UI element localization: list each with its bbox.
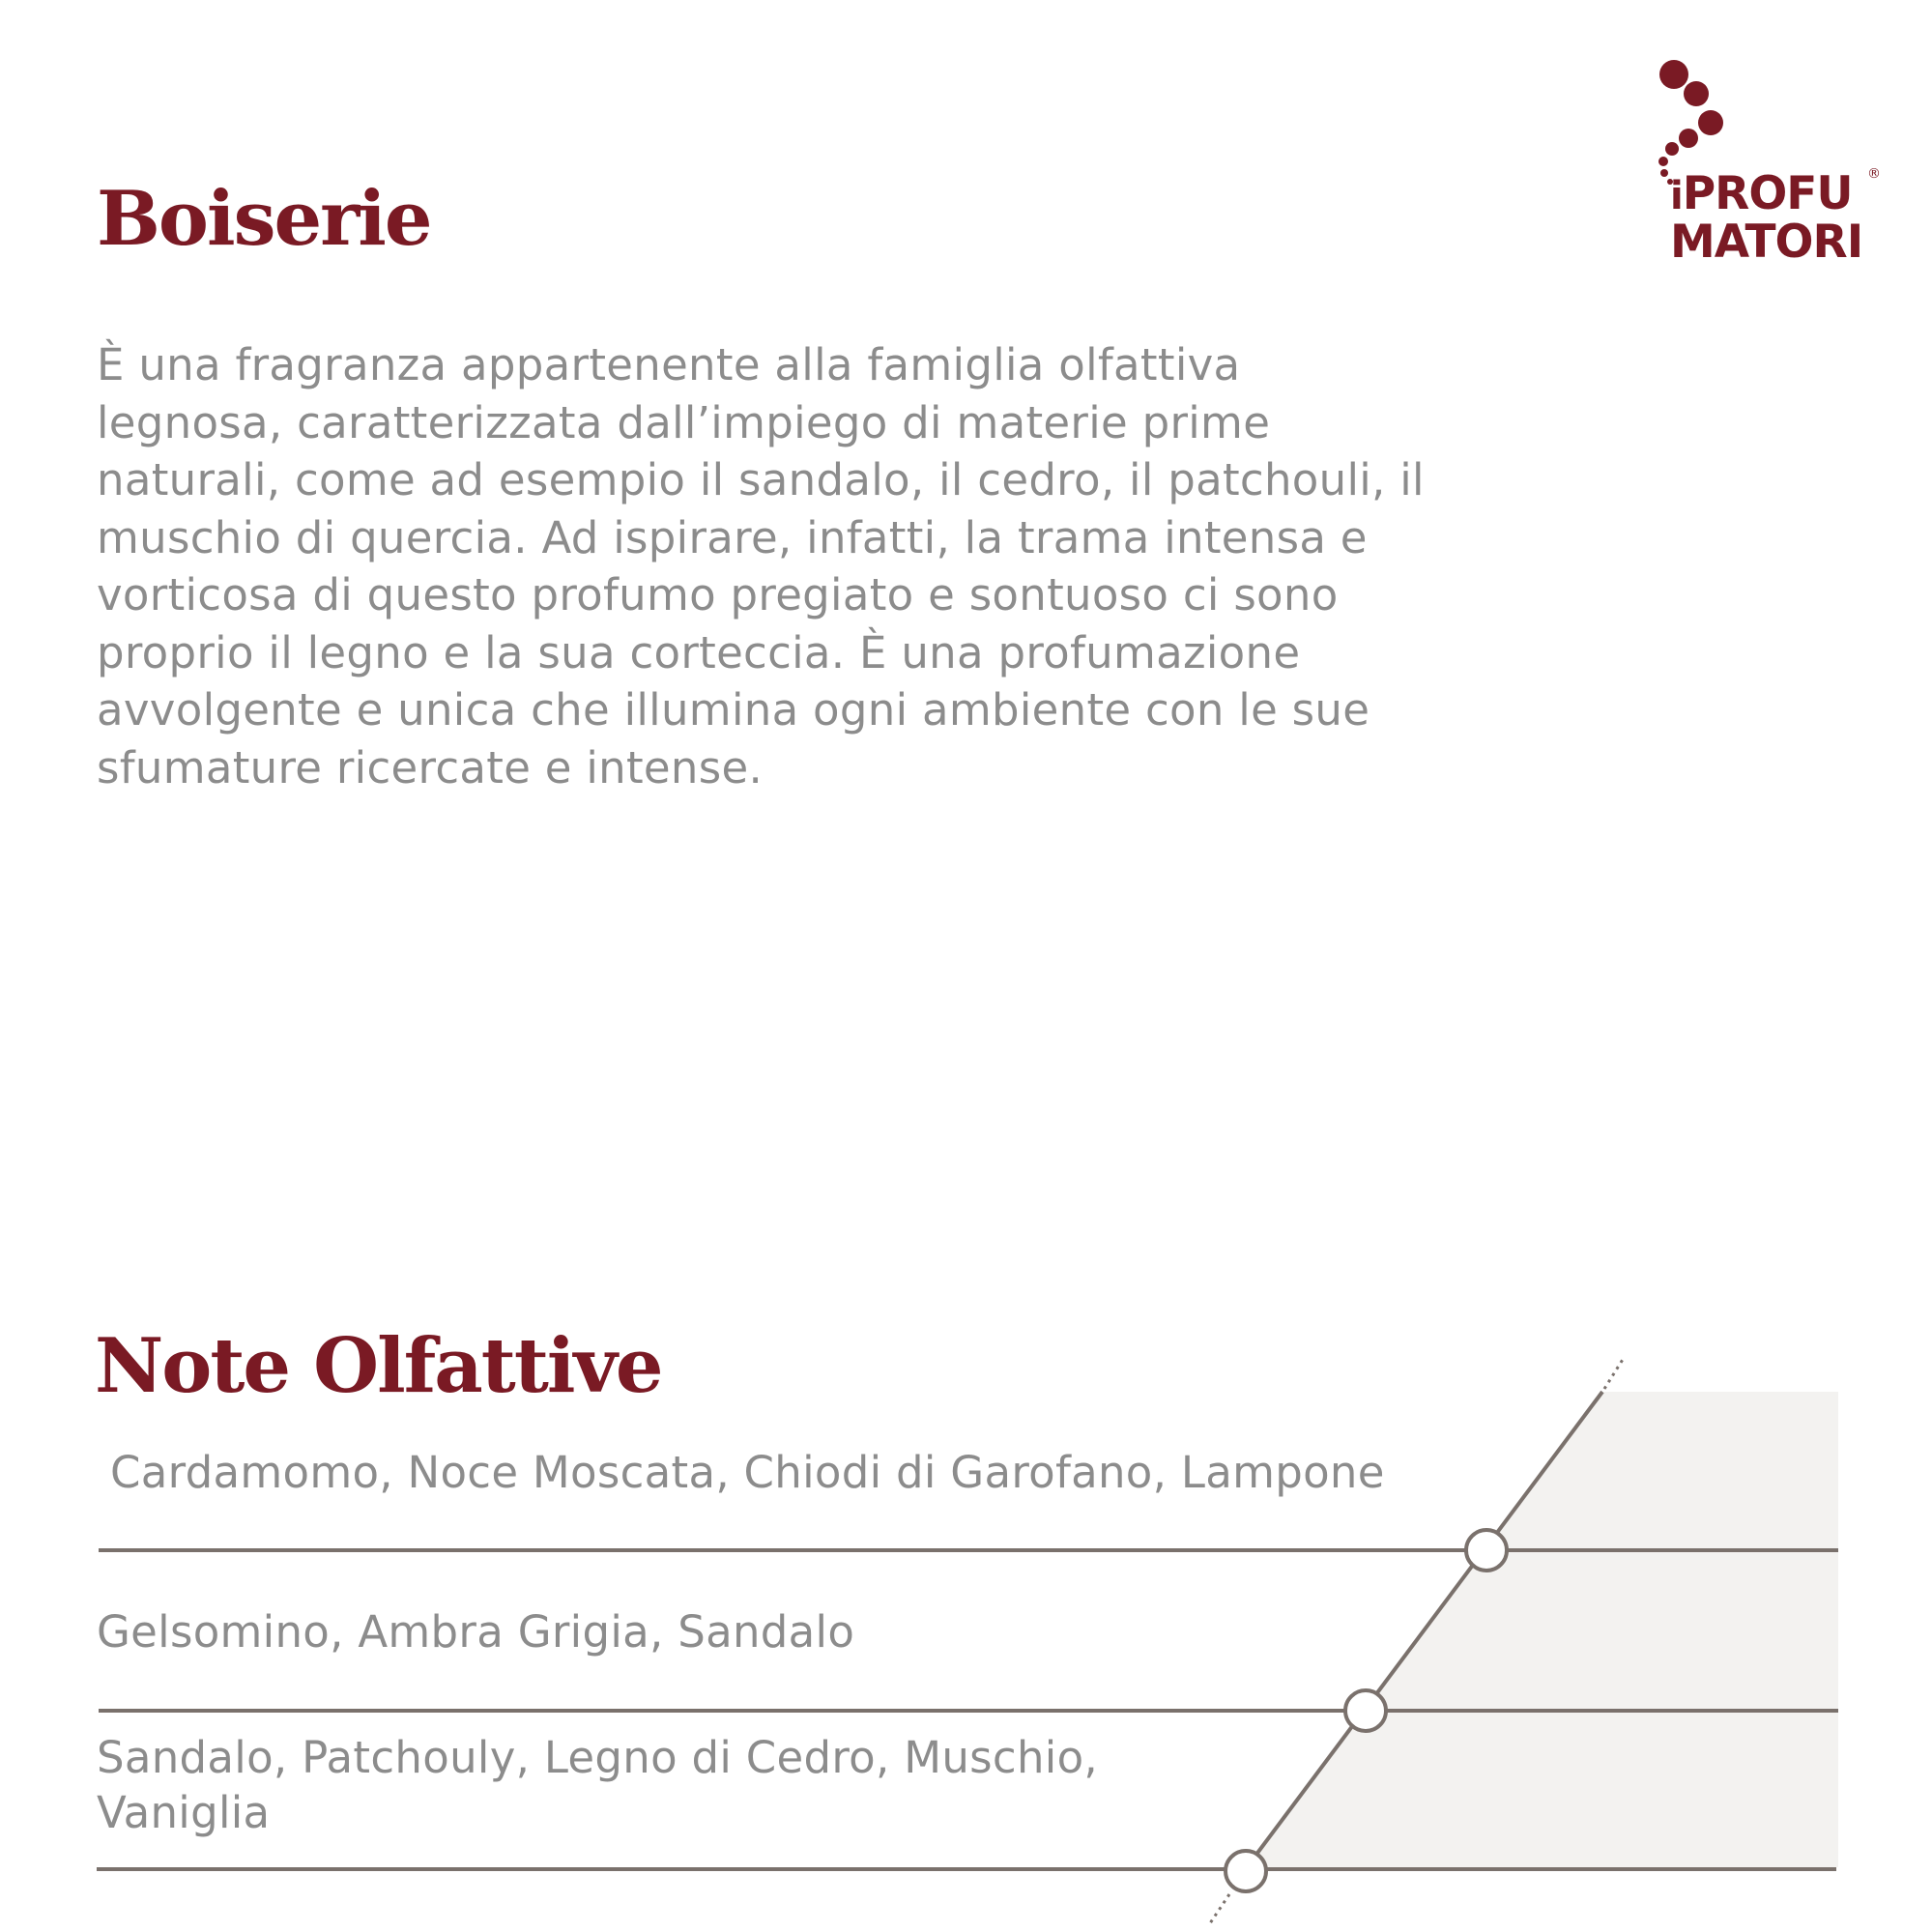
description-line: È una fragranza appartenente alla famiglia olfattiva [97,339,1241,390]
pyramid-dotted-top [1604,1358,1624,1389]
description-line: muschio di quercia. Ad ispirare, infatti, la trama intensa e [97,511,1368,563]
note-marker-base [1226,1851,1266,1891]
description-line: vorticosa di questo profumo pregiato e sontuoso ci sono [97,569,1339,620]
top-notes: Cardamomo, Noce Moscata, Chiodi di Garofano, Lampone [110,1447,1385,1498]
description-line: proprio il legno e la sua corteccia. È una profumazione [97,626,1301,678]
brand-logo-line1-text: PROFU [1682,167,1853,220]
base-notes-line: Sandalo, Patchouly, Legno di Cedro, Muschio, [97,1732,1099,1783]
base-notes [97,1730,1098,1840]
description-line: sfumature ricercate e intense. [97,741,764,793]
product-title: Boiserie [97,175,431,263]
note-marker-heart [1345,1690,1386,1731]
note-marker-top [1466,1530,1507,1571]
notes-title: Note Olfattive [95,1322,662,1410]
pyramid-dotted-bottom [1210,1894,1229,1923]
description-line: naturali, come ad esempio il sandalo, il cedro, il patchouli, il [97,454,1425,505]
description-line: legnosa, caratterizzata dall’impiego di materie prime [97,396,1271,448]
registered-mark: ® [1867,166,1881,182]
base-notes-line: Vaniglia [97,1787,271,1838]
brand-logo-prefix: i [1670,174,1683,218]
description-line: avvolgente e unica che illumina ogni ambiente con le sue [97,684,1370,735]
heart-notes: Gelsomino, Ambra Grigia, Sandalo [97,1606,855,1658]
brand-logo-line2: MATORI [1670,216,1863,269]
